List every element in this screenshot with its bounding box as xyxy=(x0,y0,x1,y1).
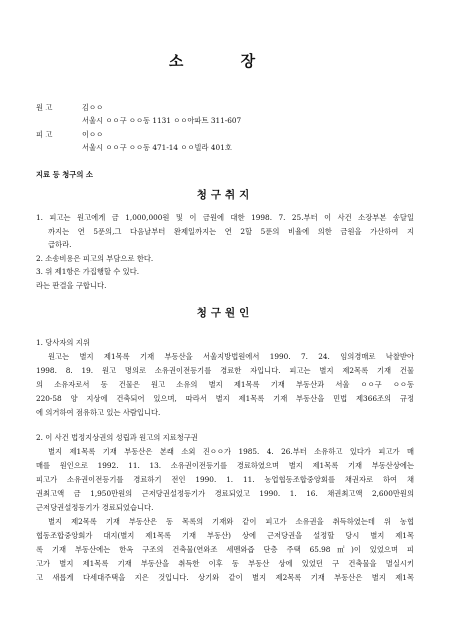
claim-purpose-line: 2. 소송비용은 피고의 부담으로 한다. xyxy=(36,254,154,263)
section-2-line: 협동조합중앙회가 대지(별지 제1목록 기재 부동산) 상에 근저당권을 설정할 당시 별지 제1목 xyxy=(36,531,414,540)
section-2-title: 2. 이 사건 법정지상권의 성립과 원고의 지료청구권 xyxy=(36,433,198,442)
case-title: 지료 등 청구의 소 xyxy=(36,170,93,179)
section-2-line: 고 새롭게 다세대주택을 지은 것입니다. 상기와 같이 별지 제2목록 기재 부동산은 별지 제1목 xyxy=(36,573,414,582)
section-2-line: 고가 별지 제1목록 기재 부동산을 취득한 이후 동 부동산 상에 있었던 구 건축물을 멸실시키 xyxy=(36,559,414,568)
section-1-line: 1998. 8. 19. 원고 명의로 소유권이전등기를 경료한 자입니다. 피고는 별지 제2목록 기재 건물 xyxy=(36,366,414,375)
plaintiff-label: 원 고 xyxy=(36,103,53,112)
section-2-line: 록 기재 부동산에는 한옥 구조의 건축물(연와조 세멘와즙 단층 주택 65.98㎡)이 있었으며 피 xyxy=(36,545,414,554)
defendant-address: 서울시 ㅇㅇ구 ㅇㅇ동 471-14 ㅇㅇ빌라 401호 xyxy=(82,143,232,152)
section-1-title: 1. 당사자의 지위 xyxy=(36,338,90,347)
claim-purpose-line: 라는 판결을 구합니다. xyxy=(36,281,107,290)
section-1-line: 의 소유자로서 동 건물은 원고 소유의 별지 제1목록 기재 부동산과 서울 ㅇㅇ구 ㅇㅇ동 xyxy=(36,380,414,389)
section-1-line: 에 의거하여 점유하고 있는 사람입니다. xyxy=(36,408,161,417)
claim-purpose-line: 3. 위 제1항은 가집행할 수 있다. xyxy=(36,267,140,276)
defendant-name: 이ㅇㅇ xyxy=(82,130,104,139)
plaintiff-name: 김ㅇㅇ xyxy=(82,103,104,112)
plaintiff-address: 서울시 ㅇㅇ구 ㅇㅇ동 1131 ㅇㅇ아파트 311-607 xyxy=(82,116,242,125)
claim-purpose-line: 급하라. xyxy=(48,240,72,249)
claim-purpose-heading: 청구취지 xyxy=(196,189,254,201)
defendant-label: 피 고 xyxy=(36,130,53,139)
section-2-line: 권최고액 금 1,950만원의 근저당권설정등기가 경료되었고 1990. 1. 16. 채권최고액 2,600만원의 xyxy=(36,489,414,498)
claim-cause-heading: 청구원인 xyxy=(196,307,254,319)
section-2-line: 매를 원인으로 1992. 11. 13. 소유권이전등기를 경료하였으며 별지 제1목록 기재 부동산상에는 xyxy=(36,461,414,470)
section-1-line: 원고는 별지 제1목록 기재 부동산을 서울지방법원에서 1990. 7. 24. 임의경매로 낙찰받아 xyxy=(48,352,414,361)
section-2-line: 근저당권설정등기가 경료되었습니다. xyxy=(36,503,154,512)
claim-purpose-line: 1. 피고는 원고에게 금 1,000,000원 및 이 금원에 대한 1998. 7. 25.부터 이 사건 소장부본 송달일 xyxy=(36,213,414,222)
section-1-line: 220-58 양 지상에 건축되어 있으며, 따라서 별지 제1목록 기재 부동산을 민법 제366조의 규정 xyxy=(36,394,414,403)
document-title: 소 장 xyxy=(168,52,282,70)
section-2-line: 별지 제2목록 기재 부동산은 동 목록의 기재와 같이 피고가 소유권을 취득하였는데 위 농협 xyxy=(48,517,414,526)
claim-purpose-line: 까지는 연 5푼의,그 다음날부터 완제일까지는 연 2할 5푼의 비율에 의한 금원을 가산하여 지 xyxy=(48,227,414,236)
section-2-line: 별지 제1목록 기재 부동산은 본래 소외 진ㅇㅇ가 1985. 4. 26.부터 소유하고 있다가 피고가 매 xyxy=(48,447,414,456)
section-2-line: 피고가 소유권이전등기를 경료하기 전인 1990. 1. 11. 농업협동조합중앙회를 채권자로 하여 채 xyxy=(36,475,414,484)
